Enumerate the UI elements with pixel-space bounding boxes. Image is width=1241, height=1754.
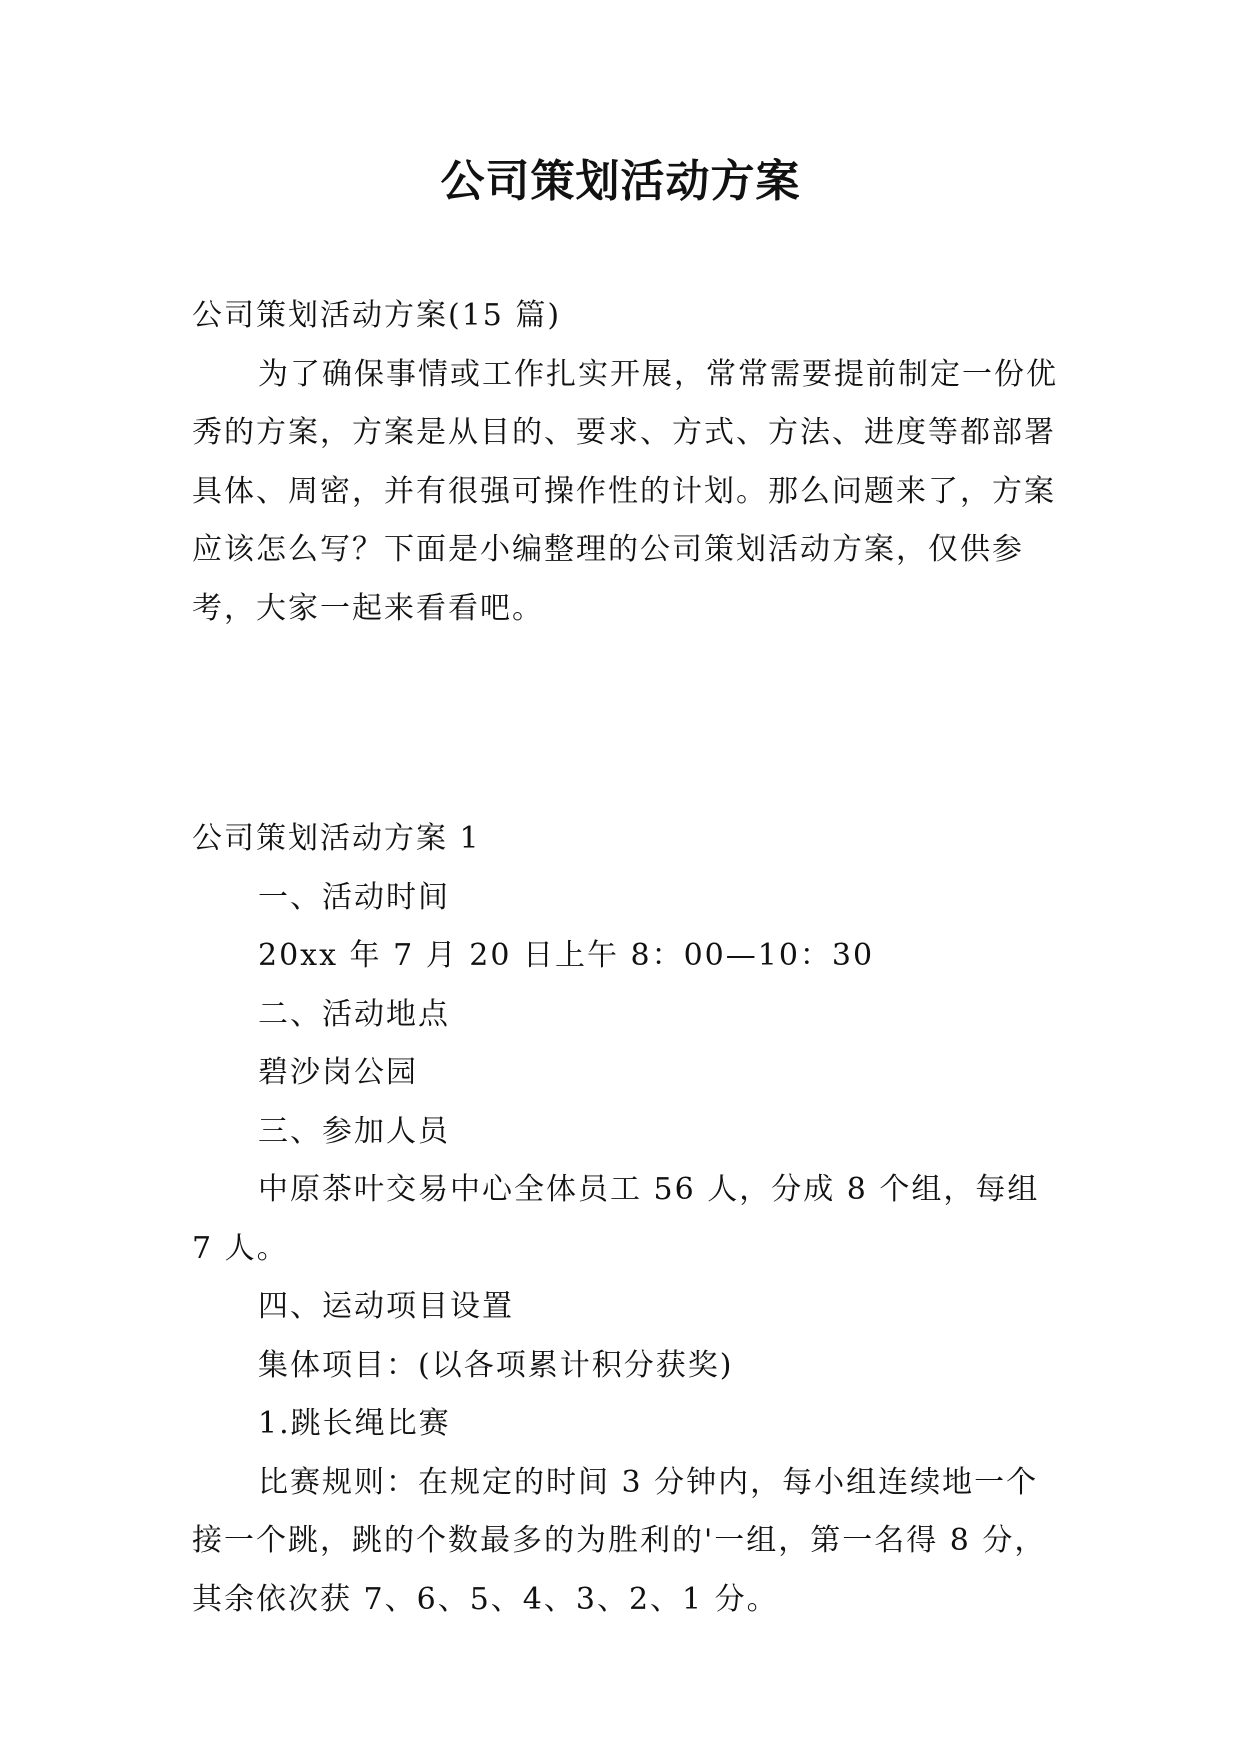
team-items-note: 集体项目：(以各项累计积分获奖) xyxy=(258,1347,734,1383)
section-heading: 公司策划活动方案 1 xyxy=(192,821,481,856)
participants-paragraph: 中原茶叶交易中心全体员工 56 人，分成 8 个组，每组 7 人。 xyxy=(192,1172,1040,1266)
section-spacer xyxy=(192,638,1062,810)
activity-time-value: 20xx 年 7 月 20 日上午 8：00—10：30 xyxy=(258,938,875,973)
heading-activity-location: 二、活动地点 xyxy=(258,996,450,1032)
activity-location-value: 碧沙岗公园 xyxy=(258,1055,418,1090)
rules-paragraph: 比赛规则：在规定的时间 3 分钟内，每小组连续地一个接一个跳，跳的个数最多的为胜利的'一组，第一名得 8 分，其余依次获 7、6、5、4、3、2、1 分。 xyxy=(192,1464,1047,1617)
document-title: 公司策划活动方案 xyxy=(440,156,801,207)
item-long-rope: 1.跳长绳比赛 xyxy=(258,1406,451,1441)
heading-activity-time: 一、活动时间 xyxy=(258,879,450,915)
document-subtitle: 公司策划活动方案(15 篇) xyxy=(192,298,562,333)
intro-paragraph: 为了确保事情或工作扎实开展，常常需要提前制定一份优秀的方案，方案是从目的、要求、方式、方法、进度等都部署具体、周密，并有很强可操作性的计划。那么问题来了，方案应该怎么写？下面是小编整理的公司策划活动方案，仅供参考，大家一起来看看吧。 xyxy=(192,356,1058,626)
heading-participants: 三、参加人员 xyxy=(258,1113,450,1149)
document-body xyxy=(192,287,1062,1629)
heading-sports-items: 四、运动项目设置 xyxy=(258,1289,514,1324)
